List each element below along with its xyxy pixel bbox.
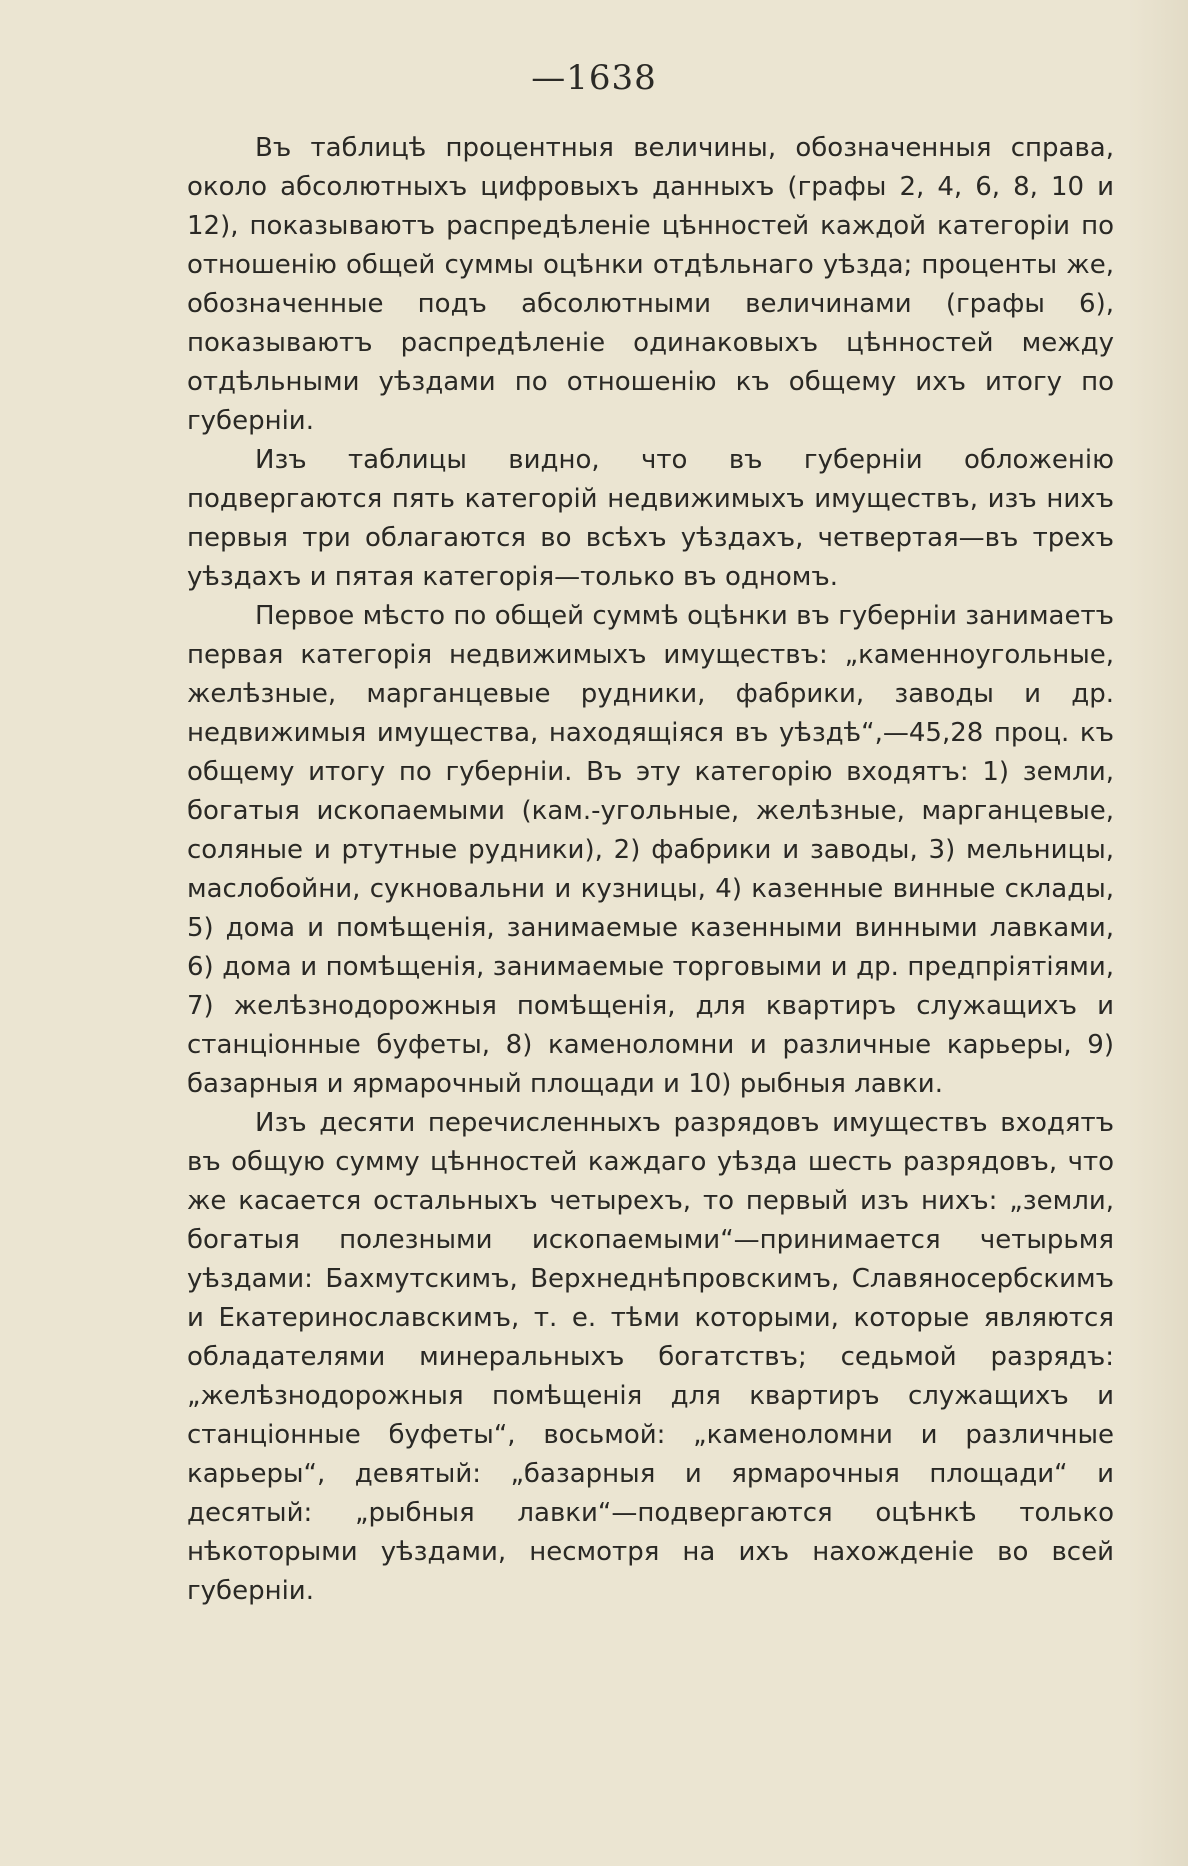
body-text <box>187 129 1114 1611</box>
paragraph-2: Изъ таблицы видно, что въ губерніи обложенію подвергаются пять категорій недвижимыхъ имуществъ, изъ нихъ первыя три облагаются во всѣхъ уѣздахъ, четвертая—въ трехъ уѣздахъ и пятая категорія—только въ одномъ. <box>187 445 1114 592</box>
paragraph-3: Первое мѣсто по общей суммѣ оцѣнки въ губерніи занимаетъ первая категорія недвижимыхъ имуществъ: „каменноугольные, желѣзные, марганцевые рудники, фабрики, заводы и др. недвижимыя имущества, находящіяся въ уѣздѣ“,—45,28 проц. къ общему итогу по губерніи. Въ эту категорію входятъ: 1) земли, богатыя ископаемыми (кам.-угольные, желѣзные, марганцевые, соляные и ртутные рудники), 2) фабрики и заводы, 3) мельницы, маслобойни, сукновальни и кузницы, 4) казенные винные склады, 5) дома и помѣщенія, занимаемые казенными винными лавками, 6) дома и помѣщенія, занимаемые торговыми и др. предпріятіями, 7) желѣзнодорожныя помѣщенія, для квартиръ служащихъ и станціонные буфеты, 8) каменоломни и различные карьеры, 9) базарныя и ярмарочный площади и 10) рыбныя лавки. <box>187 601 1114 1099</box>
paragraph-4: Изъ десяти перечисленныхъ разрядовъ имуществъ входятъ въ общую сумму цѣнностей каждаго уѣзда шесть разрядовъ, что же касается остальныхъ четырехъ, то первый изъ нихъ: „земли, богатыя полезными ископаемыми“—принимается четырьмя уѣздами: Бахмутскимъ, Верхнеднѣпровскимъ, Славяносербскимъ и Екатеринославскимъ, т. е. тѣми которыми, которые являются обладателями минеральныхъ богатствъ; седьмой разрядъ: „желѣзнодорожныя помѣщенія для квартиръ служащихъ и станціонные буфеты“, восьмой: „каменоломни и различные карьеры“, девятый: „базарныя и ярмарочныя площади“ и десятый: „рыбныя лавки“—подвергаются оцѣнкѣ только нѣкоторыми уѣздами, несмотря на ихъ нахожденіе во всей губерніи. <box>187 1108 1114 1606</box>
page-number: —1638 <box>531 58 657 98</box>
page-edge-shading <box>1128 0 1188 1866</box>
paragraph-1: Въ таблицѣ процентныя величины, обозначенныя справа, около абсолютныхъ цифровыхъ данныхъ (графы 2, 4, 6, 8, 10 и 12), показываютъ распредѣленіе цѣнностей каждой категоріи по отношенію общей суммы оцѣнки отдѣльнаго уѣзда; проценты же, обозначенные подъ абсолютными величинами (графы 6), показываютъ распредѣленіе одинаковыхъ цѣнностей между отдѣльными уѣздами по отношенію къ общему ихъ итогу по губерніи. <box>187 133 1114 436</box>
